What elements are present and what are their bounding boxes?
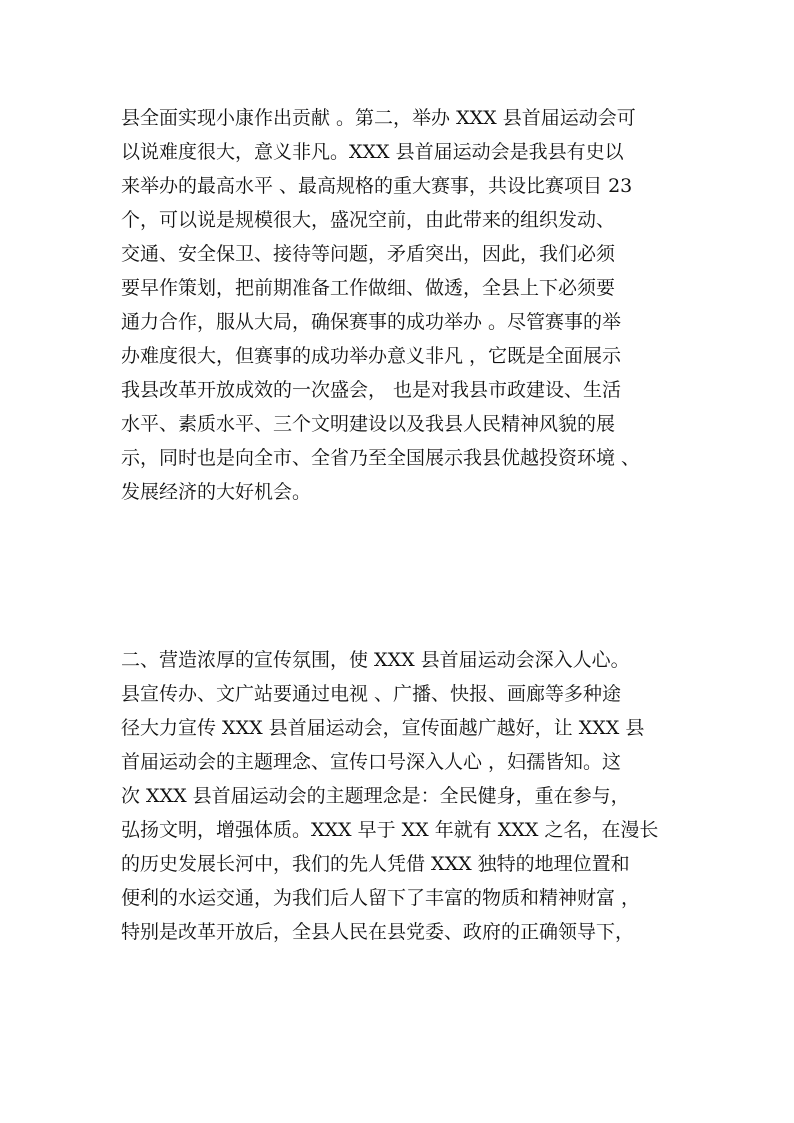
text-line: 的历史发展长河中，我们的先人凭借 XXX 独特的地理位置和 xyxy=(121,853,630,875)
paragraph-1 xyxy=(121,101,681,509)
text-line: 以说难度很大，意义非凡。XXX 县首届运动会是我县有史以 xyxy=(121,141,624,163)
text-line: 通力合作，服从大局，确保赛事的成功举办 。尽管赛事的举 xyxy=(121,311,622,333)
text-line: 次 XXX 县首届运动会的主题理念是：全民健身，重在参与， xyxy=(121,785,630,807)
text-line: 交通、安全保卫、接待等问题，矛盾突出，因此，我们必须 xyxy=(121,243,616,265)
paragraph-2 xyxy=(121,643,681,949)
text-line: 县全面实现小康作出贡献 。第二，举办 XXX 县首届运动会可 xyxy=(121,107,636,129)
text-line: 首届运动会的主题理念、宣传口号深入人心 ，妇孺皆知。这 xyxy=(121,751,622,773)
text-line: 个，可以说是规模很大，盛况空前，由此带来的组织发动、 xyxy=(121,209,616,231)
text-line: 水平、素质水平、三个文明建设以及我县人民精神风貌的展 xyxy=(121,413,616,435)
text-line: 要早作策划，把前期准备工作做细、做透，全县上下必须要 xyxy=(121,277,616,299)
text-line: 便利的水运交通，为我们后人留下了丰富的物质和精神财富 ， xyxy=(121,887,641,909)
text-line: 示，同时也是向全市、全省乃至全国展示我县优越投资环境 、 xyxy=(121,447,641,469)
text-line: 弘扬文明，增强体质。XXX 早于 XX 年就有 XXX 之名，在漫长 xyxy=(121,819,659,841)
text-line: 县宣传办、文广站要通过电视 、广播、快报、画廊等多种途 xyxy=(121,683,622,705)
text-line: 特别是改革开放后，全县人民在县党委、政府的正确领导下， xyxy=(121,921,635,943)
text-line: 发展经济的大好机会。 xyxy=(121,481,312,503)
text-line: 径大力宣传 XXX 县首届运动会，宣传面越广越好，让 XXX 县 xyxy=(121,717,645,739)
text-line: 办难度很大，但赛事的成功举办意义非凡 ，它既是全面展示 xyxy=(121,345,622,367)
text-line: 我县改革开放成效的一次盛会， 也是对我县市政建设、生活 xyxy=(121,379,622,401)
text-line: 来举办的最高水平 、最高规格的重大赛事，共设比赛项目 23 xyxy=(121,175,633,197)
section-heading-line: 二、营造浓厚的宣传氛围，使 XXX 县首届运动会深入人心。 xyxy=(121,649,630,671)
